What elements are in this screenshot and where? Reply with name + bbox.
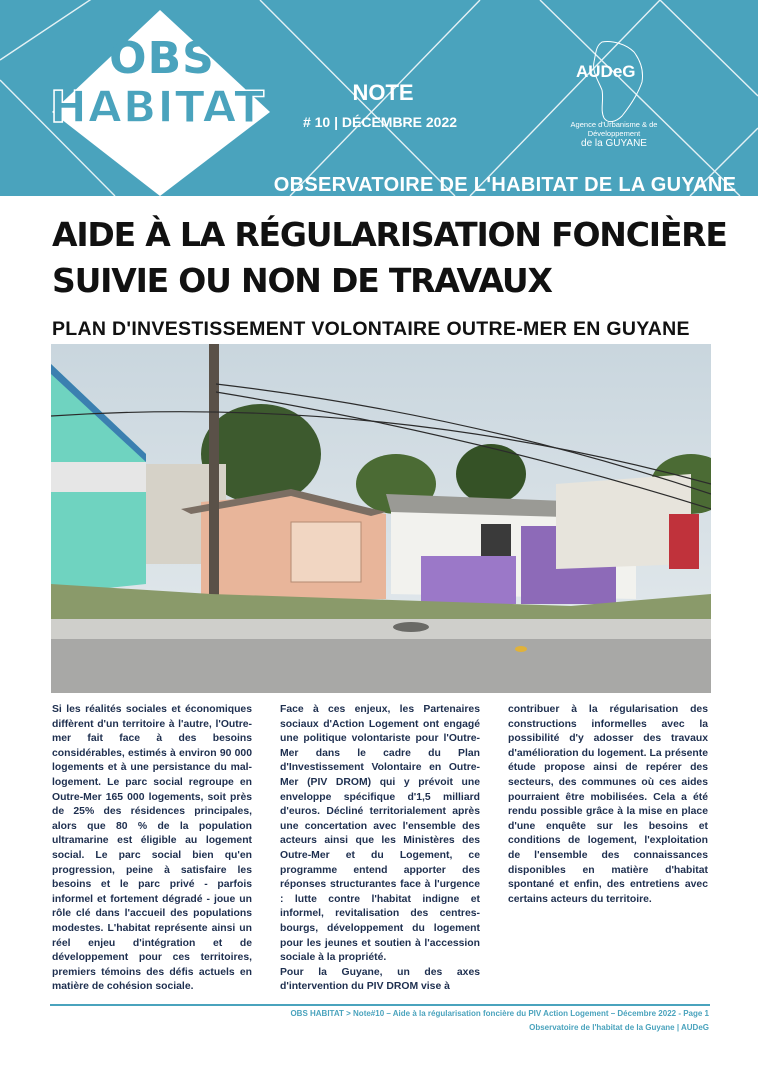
footer-divider bbox=[50, 1004, 710, 1006]
logo-obs-text: OBS bbox=[109, 33, 215, 84]
paragraph: Pour la Guyane, un des axes d'intervention du PIV DROM vise à bbox=[280, 966, 480, 993]
page-title bbox=[52, 212, 732, 304]
footer-source: Observatoire de l'habitat de la Guyane | AUDeG bbox=[529, 1023, 709, 1032]
body-column-3 bbox=[508, 703, 708, 907]
body-column-2 bbox=[280, 703, 480, 995]
logo-habitat-text: HABITAT bbox=[50, 82, 266, 133]
agency-logo bbox=[560, 36, 700, 156]
header-banner bbox=[0, 0, 758, 196]
paragraph: contribuer à la régularisation des constructions informelles avec la possibilité d'y adosser des travaux d'amélioration du logement. La présente étude propose ainsi de repérer des secteurs, des communes où ces aides pourraient être mobilisées. Cela a été rendu possible grâce à la mise en place d'une enquête sur les besoins et conditions de logement, l'exploitation de l'ensemble des connaissances disponibles en matière d'habitat spontané et enfin, des entretiens avec certains acteurs du territoire. bbox=[508, 704, 708, 905]
title-line-2: SUIVIE OU NON DE TRAVAUX bbox=[52, 261, 552, 300]
note-number: # 10 | DÉCEMBRE 2022 bbox=[302, 114, 458, 130]
street-photo bbox=[51, 344, 711, 693]
agency-subtitle-2: de la GUYANE bbox=[581, 138, 647, 149]
note-label: NOTE bbox=[352, 80, 414, 105]
paragraph: Si les réalités sociales et économiques diffèrent d'un territoire à l'autre, l'Outre-mer fait face à des besoins considérables, estimés à environ 90 000 logements et à une persistance du mal-logement. Le parc social regroupe en Outre-Mer 165 000 logements, soit près de 25% des résidences principales, alors que 80 % de la population ultramarine est éligible au logement social. Le parc social bien qu'en progression, peine à satisfaire les besoins et le parc privé - parfois informel et fortement dégradé - joue un rôle clé dans l'accueil des populations modestes. L'habitat représente ainsi un réel enjeu d'intégration et de développement pour ces territoires, premiers témoins des défis actuels en matière de cohésion sociale. bbox=[52, 704, 252, 993]
page-subtitle: PLAN D'INVESTISSEMENT VOLONTAIRE OUTRE-MER EN GUYANE bbox=[52, 318, 690, 340]
agency-subtitle: Agence d'Urbanisme & de Développement bbox=[570, 120, 658, 138]
paragraph: Face à ces enjeux, les Partenaires sociaux d'Action Logement ont engagé une politique volontariste pour l'Outre-Mer dans le cadre du Plan d'Investissement Volontaire en Outre-Mer (PIV DROM) qui y prévoit une enveloppe spécifique d'1,5 milliard d'euros. Décliné territorialement après une concertation avec l'ensemble des acteurs ainsi que les Ministères des Outre-Mer et du Logement, ce programme entend apporter des réponses structurantes face à l'urgence : lutte contre l'habitat indigne et informel, revitalisation des centres-bourgs, développement du logement pour les jeunes et soutien à l'accession sociale à la propriété. bbox=[280, 704, 480, 964]
observatory-title: OBSERVATOIRE DE L'HABITAT DE LA GUYANE bbox=[273, 174, 737, 196]
title-line-1: AIDE À LA RÉGULARISATION FONCIÈRE bbox=[52, 215, 727, 254]
agency-name: AUDeG bbox=[576, 62, 636, 81]
body-column-1 bbox=[52, 703, 252, 995]
footer-caption: OBS HABITAT > Note#10 – Aide à la régularisation foncière du PIV Action Logement – Décembre 2022 - Page 1 bbox=[290, 1009, 709, 1018]
